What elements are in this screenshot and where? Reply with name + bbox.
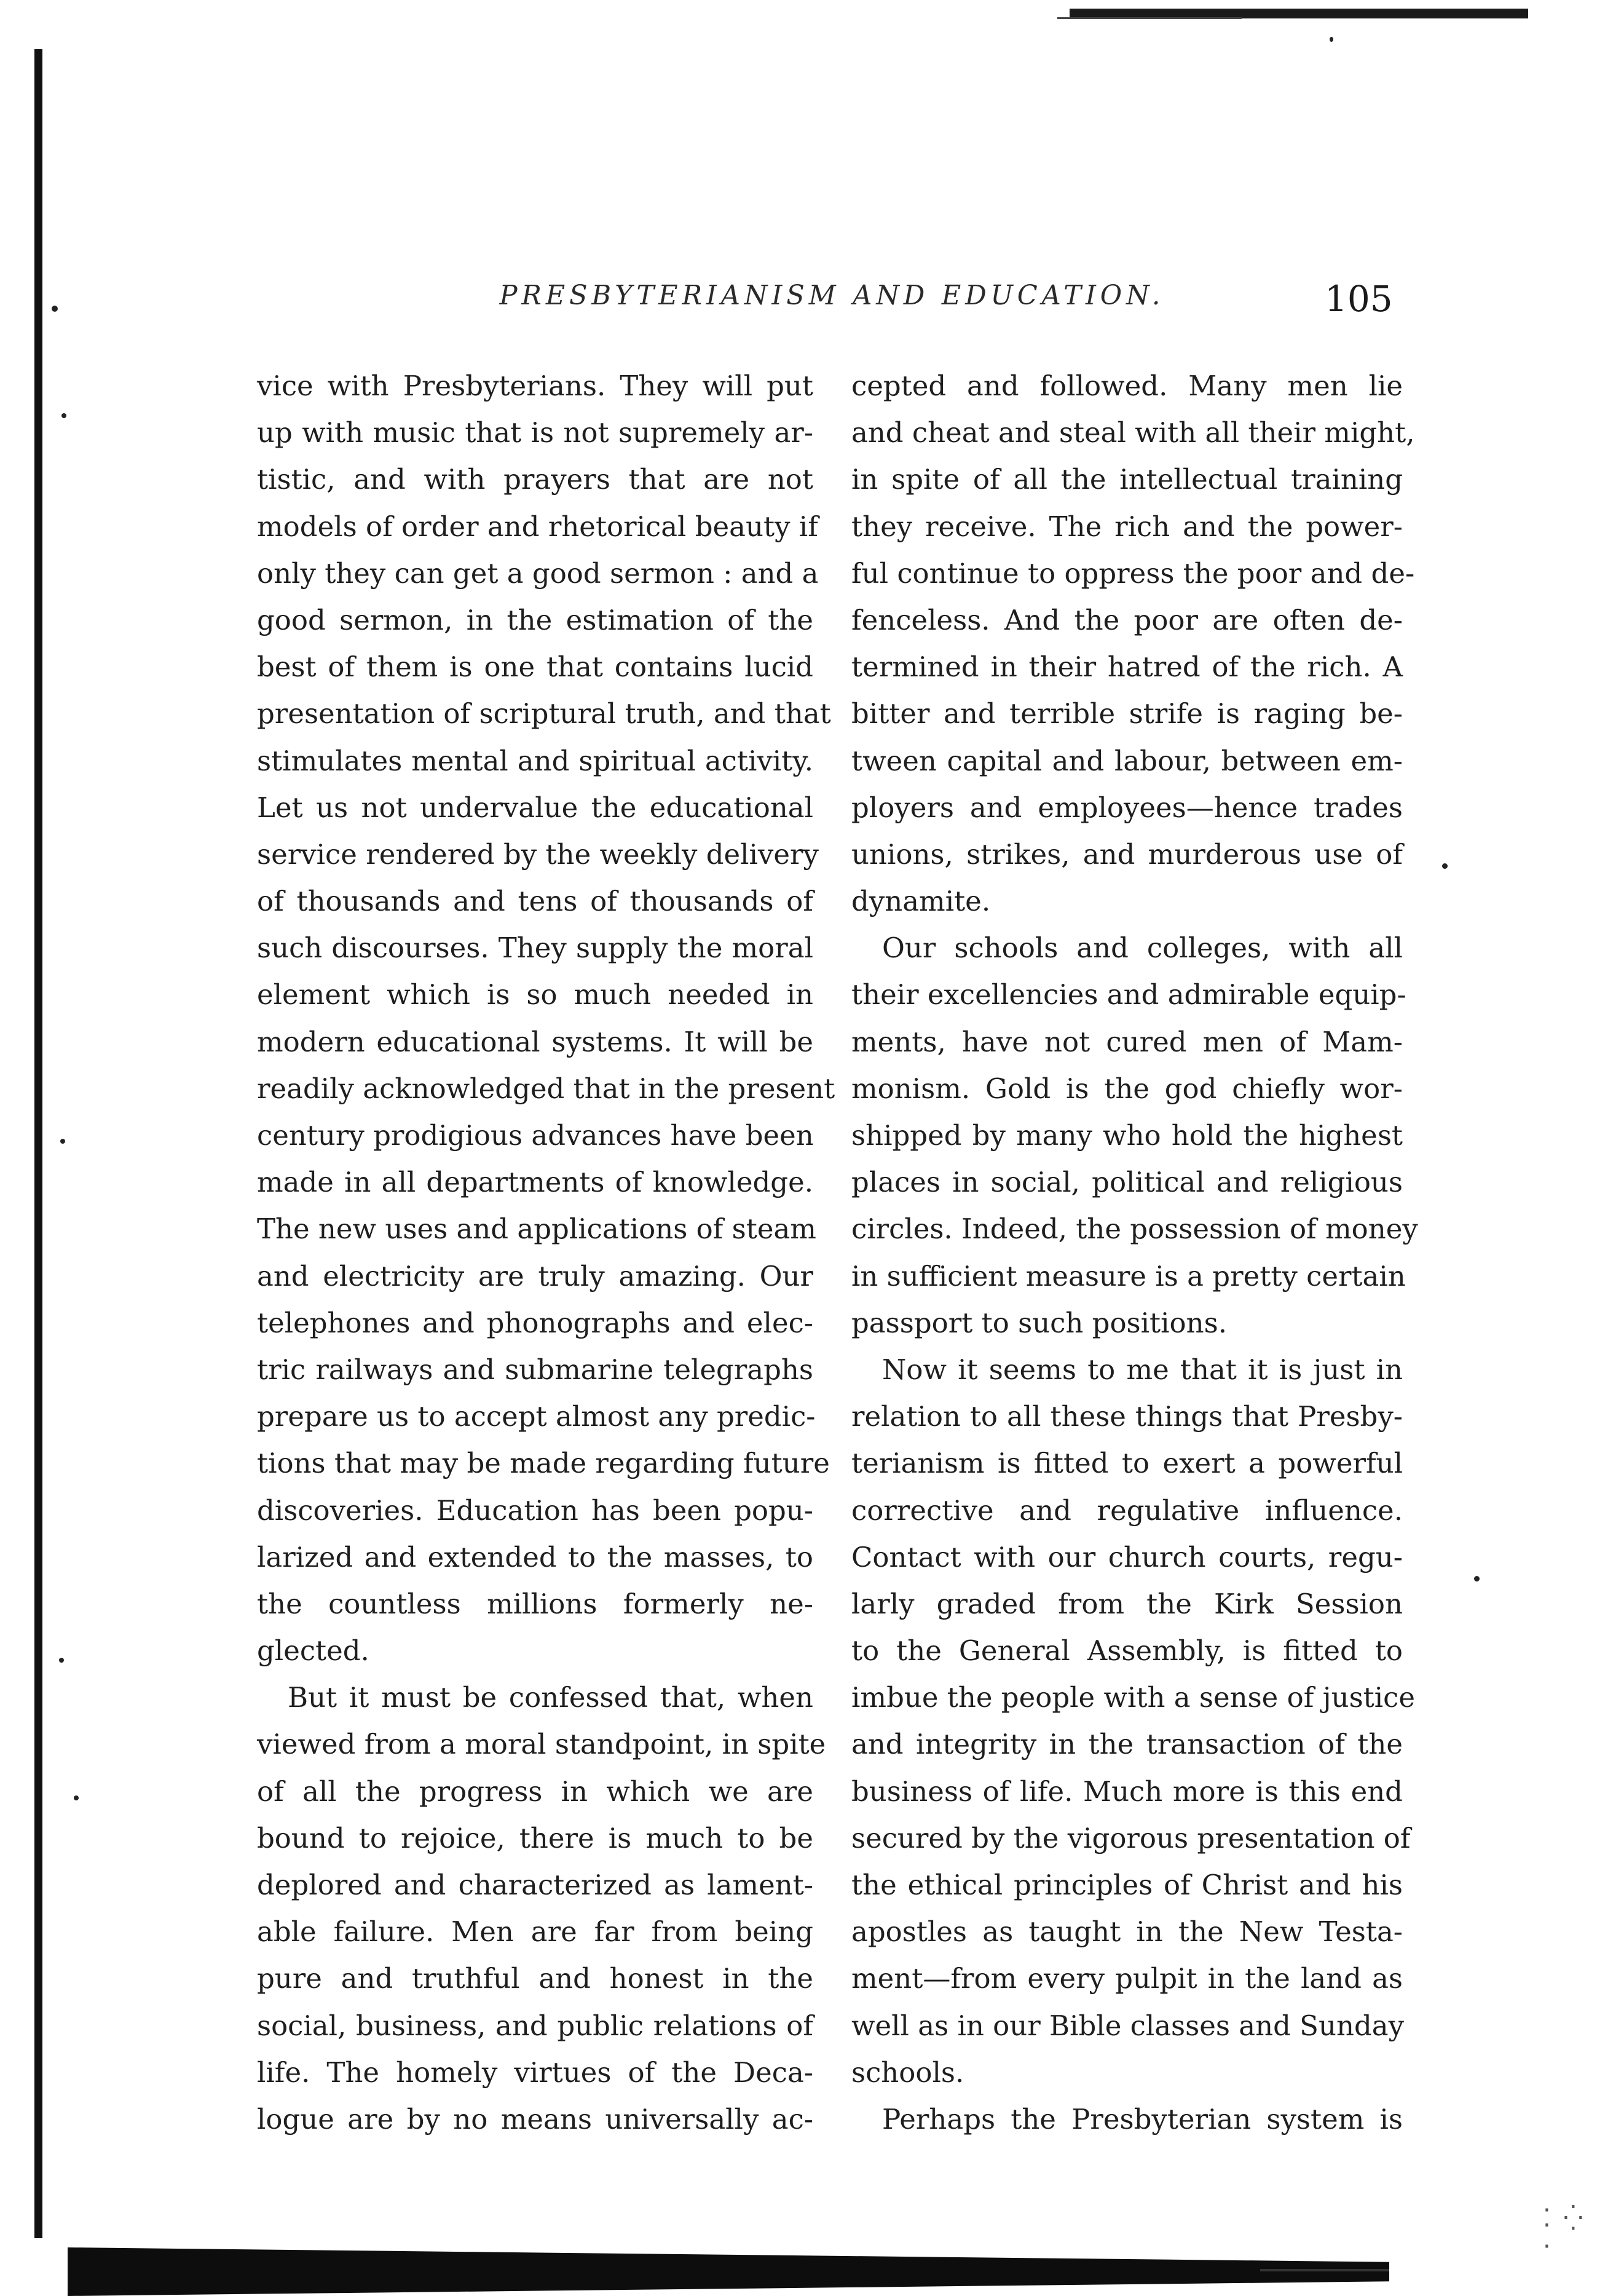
text-line: made in all departments of knowledge. (257, 1166, 813, 1199)
scan-speck (74, 1795, 79, 1800)
scan-speck (61, 413, 66, 418)
text-line: ment—from every pulpit in the land as (851, 1962, 1403, 1995)
text-line: up with music that is not supremely ar- (257, 416, 813, 449)
text-line: and electricity are truly amazing. Our (257, 1259, 813, 1292)
text-line: the countless millions formerly ne- (257, 1587, 813, 1620)
text-line: good sermon, in the estimation of the (257, 603, 813, 636)
text-line: vice with Presbyterians. They will put (257, 370, 813, 402)
text-line: But it must be confessed that, when (288, 1681, 813, 1714)
text-line: modern educational systems. It will be (257, 1025, 813, 1058)
text-line: schools. (851, 2056, 964, 2089)
text-line: to the General Assembly, is fitted to (851, 1634, 1403, 1668)
text-line: larly graded from the Kirk Session (851, 1587, 1403, 1620)
text-line: circles. Indeed, the possession of money (851, 1213, 1418, 1246)
text-line: places in social, political and religious (851, 1166, 1403, 1199)
scan-edge-marks: ⁚ ⁛ · (1543, 2204, 1586, 2261)
text-line: tric railways and submarine telegraphs (257, 1353, 813, 1386)
running-head-title: PRESBYTERIANISM AND EDUCATION. (499, 280, 1165, 311)
text-line: element which is so much needed in (257, 978, 813, 1011)
scan-speck (1442, 863, 1448, 869)
text-line: and integrity in the transaction of the (851, 1728, 1403, 1761)
text-line: larized and extended to the masses, to (257, 1540, 813, 1574)
text-line: in spite of all the intellectual training (851, 463, 1403, 496)
scan-bottom-edge (68, 2247, 1389, 2296)
text-line: Our schools and colleges, with all (882, 932, 1403, 965)
text-line: cepted and followed. Many men lie (851, 370, 1403, 402)
text-line: business of life. Much more is this end (851, 1775, 1403, 1808)
text-line: dynamite. (851, 885, 991, 918)
text-line: presentation of scriptural truth, and that (257, 697, 831, 730)
text-line: century prodigious advances have been (257, 1119, 814, 1152)
text-line: able failure. Men are far from being (257, 1915, 813, 1949)
text-line: monism. Gold is the god chiefly wor- (851, 1072, 1403, 1105)
text-line: corrective and regulative influence. (851, 1494, 1403, 1527)
text-line: discoveries. Education has been popu- (257, 1494, 813, 1527)
text-line: termined in their hatred of the rich. A (851, 651, 1403, 684)
scan-bottom-rule-thin (1260, 2269, 1389, 2271)
text-line: secured by the vigorous presentation of (851, 1821, 1411, 1855)
text-line: and cheat and steal with all their might, (851, 416, 1415, 449)
scan-speck (1474, 1576, 1480, 1581)
text-line: of thousands and tens of thousands of (257, 885, 813, 918)
text-column-right (851, 363, 1418, 2143)
scan-speck (1330, 37, 1333, 42)
text-line: tween capital and labour, between em- (851, 744, 1403, 777)
text-line: Now it seems to me that it is just in (882, 1353, 1403, 1386)
text-line: the ethical principles of Christ and his (851, 1869, 1403, 1901)
text-line: Perhaps the Presbyterian system is (882, 2102, 1403, 2136)
text-line: unions, strikes, and murderous use of (851, 837, 1403, 871)
text-line: ployers and employees—hence trades (851, 791, 1403, 824)
text-line: bound to rejoice, there is much to be (257, 1821, 813, 1855)
text-line: imbue the people with a sense of justice (851, 1681, 1415, 1714)
text-line: stimulates mental and spiritual activity. (257, 744, 813, 777)
text-line: only they can get a good sermon : and a (257, 556, 819, 590)
page-number: 105 (1325, 278, 1393, 320)
text-line: prepare us to accept almost any predic- (257, 1400, 816, 1433)
text-line: best of them is one that contains lucid (257, 651, 813, 684)
text-line: tistic, and with prayers that are not (257, 463, 813, 496)
text-line: bitter and terrible strife is raging be- (851, 697, 1403, 730)
scan-top-rule-thin (1057, 17, 1242, 19)
text-line: readily acknowledged that in the present (257, 1072, 835, 1105)
scan-binding-edge (34, 49, 42, 2238)
text-line: Let us not undervalue the educational (257, 791, 813, 824)
text-line: shipped by many who hold the highest (851, 1119, 1403, 1152)
text-line: they receive. The rich and the power- (851, 510, 1403, 543)
text-line: The new uses and applications of steam (257, 1213, 816, 1246)
text-line: glected. (257, 1634, 369, 1668)
text-line: viewed from a moral standpoint, in spite (257, 1728, 826, 1761)
scan-speck (52, 306, 58, 312)
text-line: logue are by no means universally ac- (257, 2102, 813, 2136)
text-line: well as in our Bible classes and Sunday (851, 2009, 1405, 2042)
text-line: ments, have not cured men of Mam- (851, 1025, 1403, 1058)
text-line: deplored and characterized as lament- (257, 1869, 813, 1901)
text-line: tions that may be made regarding future (257, 1447, 830, 1480)
text-line: models of order and rhetorical beauty if (257, 510, 818, 543)
text-line: passport to such positions. (851, 1306, 1227, 1339)
text-line: telephones and phonographs and elec- (257, 1306, 813, 1339)
text-column-left (257, 363, 835, 2143)
text-line: such discourses. They supply the moral (257, 932, 813, 965)
text-line: fenceless. And the poor are often de- (851, 603, 1403, 636)
text-line: their excellencies and admirable equip- (851, 978, 1406, 1011)
text-line: of all the progress in which we are (257, 1775, 813, 1808)
text-line: social, business, and public relations of (257, 2009, 813, 2042)
text-line: service rendered by the weekly delivery (257, 837, 819, 871)
text-line: ful continue to oppress the poor and de- (851, 556, 1415, 590)
scan-speck (59, 1658, 64, 1663)
text-line: in sufficient measure is a pretty certain (851, 1259, 1406, 1292)
text-line: apostles as taught in the New Testa- (851, 1915, 1403, 1949)
text-line: terianism is fitted to exert a powerful (851, 1447, 1403, 1480)
text-line: Contact with our church courts, regu- (851, 1540, 1403, 1574)
text-line: life. The homely virtues of the Deca- (257, 2056, 813, 2089)
scan-speck (60, 1139, 65, 1144)
text-line: pure and truthful and honest in the (257, 1962, 813, 1995)
text-line: relation to all these things that Presby- (851, 1400, 1403, 1433)
